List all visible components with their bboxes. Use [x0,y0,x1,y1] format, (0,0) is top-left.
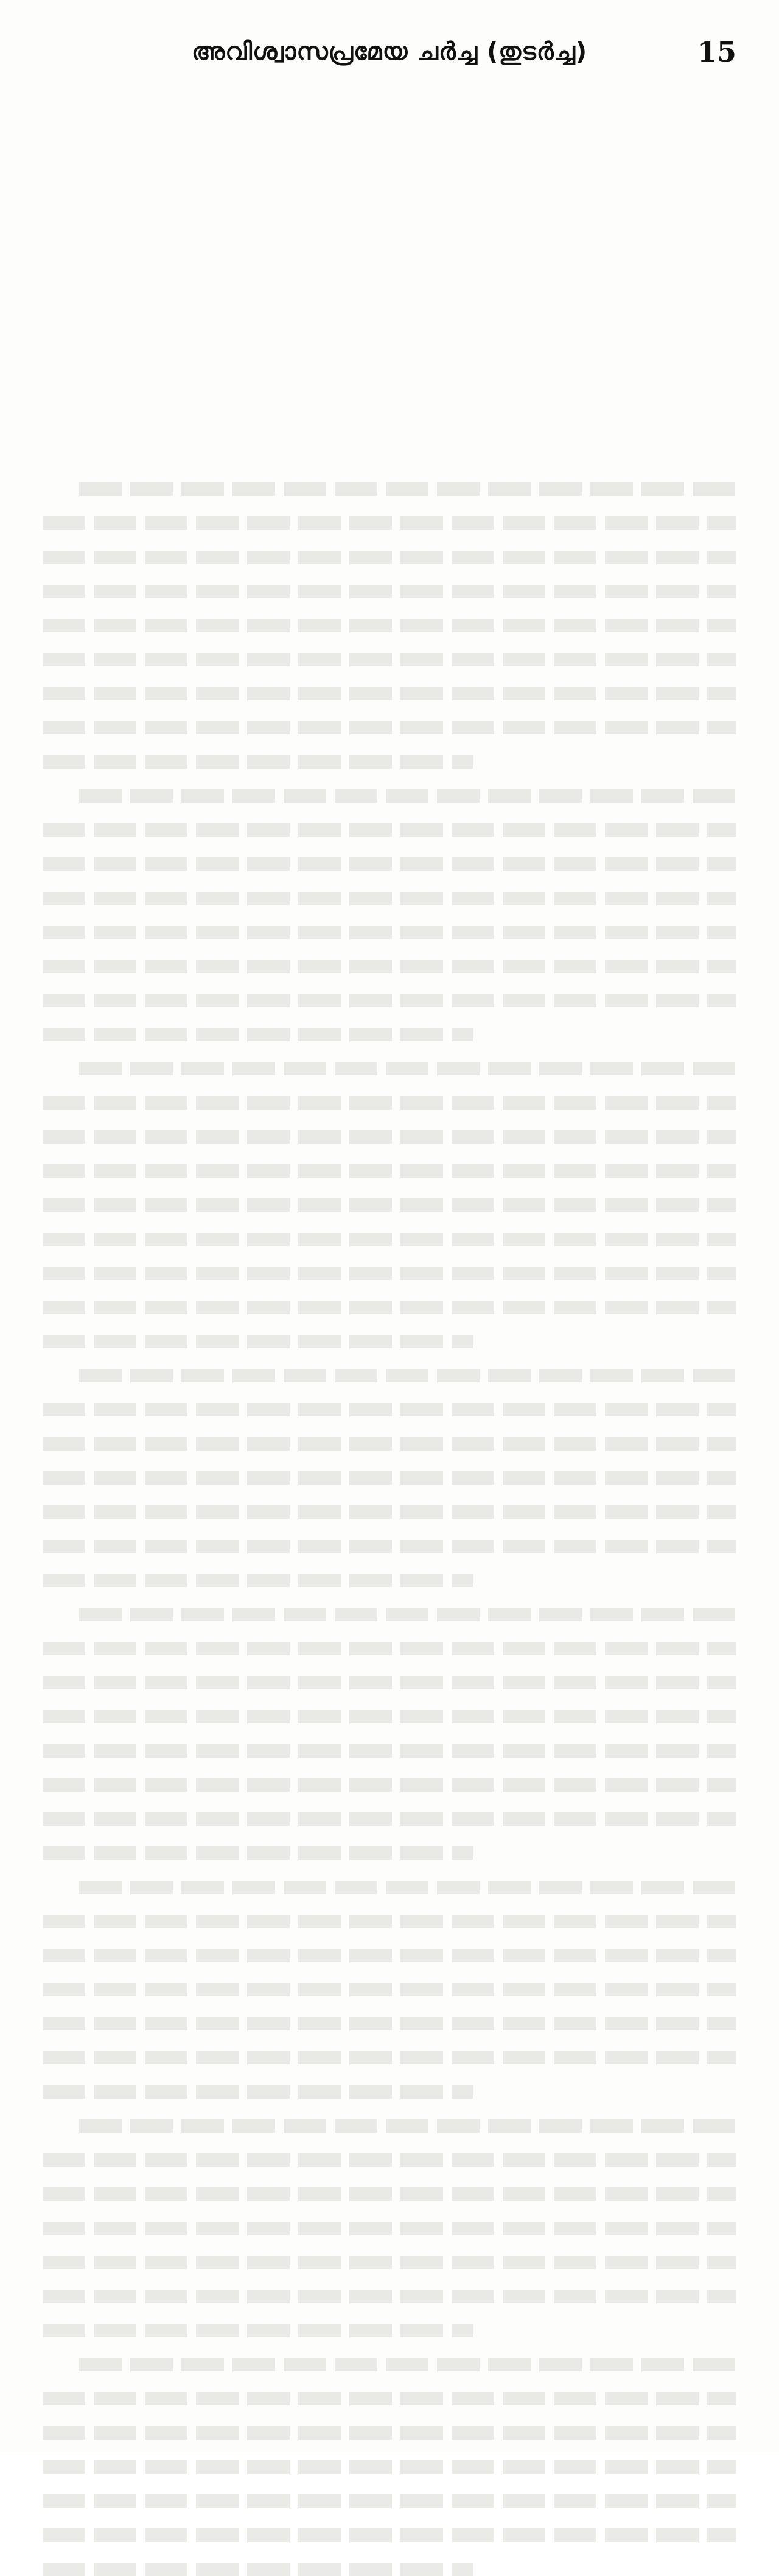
text-line-placeholder [43,1915,736,1928]
text-line-placeholder [43,1983,736,1996]
text-line-placeholder [43,2153,736,2167]
paragraph [43,208,736,242]
text-line-placeholder [43,960,736,973]
paragraph [43,325,736,359]
text-line-placeholder [43,823,736,837]
running-head: അവിശ്വാസപ്രമേയ ചർച്ച (തുടർച്ച) [191,38,588,66]
text-line-placeholder [43,2187,736,2201]
text-line-placeholder [43,721,736,734]
text-line-placeholder [43,1471,736,1485]
text-line-placeholder [43,1198,736,1212]
text-line-placeholder [43,1812,736,1826]
text-line-placeholder [43,585,736,598]
text-line-placeholder [79,1608,736,1621]
text-line-placeholder [79,789,736,803]
text-line-placeholder [43,1846,473,1860]
text-line-placeholder [43,1778,736,1792]
text-line-placeholder [43,2222,736,2235]
text-line-placeholder [43,1233,736,1246]
page-header [43,24,736,79]
text-line-placeholder [43,2426,736,2440]
text-line-placeholder [43,2085,473,2099]
text-line-placeholder [43,2460,736,2474]
text-line-placeholder [43,2494,736,2508]
text-line-placeholder [79,2358,736,2371]
text-placeholder-area [43,482,736,2576]
paragraph [43,364,736,398]
text-line-placeholder [79,2119,736,2133]
text-line-placeholder [79,1062,736,1075]
paragraph [43,130,736,164]
text-line-placeholder [43,892,736,905]
text-line-placeholder [43,1335,473,1348]
paragraph [43,91,736,125]
text-line-placeholder [79,482,736,496]
paragraph [43,403,736,437]
paragraph [43,286,736,320]
text-line-placeholder [43,1028,473,1041]
text-line-placeholder [43,1267,736,1280]
text-line-placeholder [43,551,736,564]
text-line-placeholder [79,1369,736,1382]
paragraph [43,169,736,203]
text-line-placeholder [43,1710,736,1723]
text-line-placeholder [43,2290,736,2303]
text-line-placeholder [43,1301,736,1314]
page-number: 15 [697,35,736,68]
text-line-placeholder [43,653,736,666]
text-line-placeholder [43,516,736,530]
text-line-placeholder [43,2528,736,2542]
text-line-placeholder [43,619,736,632]
paragraph [43,247,736,281]
text-line-placeholder [43,755,473,769]
text-line-placeholder [43,1403,736,1416]
text-line-placeholder [43,926,736,939]
text-line-placeholder [43,1130,736,1144]
text-line-placeholder [43,1540,736,1553]
text-line-placeholder [43,1744,736,1758]
text-line-placeholder [43,2256,736,2269]
paragraph [43,442,736,476]
text-line-placeholder [43,2563,473,2576]
text-line-placeholder [43,1437,736,1451]
text-line-placeholder [43,687,736,700]
text-line-placeholder [43,1505,736,1519]
text-line-placeholder [43,1574,473,1587]
text-line-placeholder [79,1881,736,1894]
text-line-placeholder [43,1096,736,1110]
text-line-placeholder [43,1676,736,1689]
text-line-placeholder [43,2017,736,2030]
document-body [43,91,736,476]
text-line-placeholder [43,1949,736,1962]
text-line-placeholder [43,1164,736,1178]
text-line-placeholder [43,857,736,871]
text-line-placeholder [43,2051,736,2064]
text-line-placeholder [43,2324,473,2337]
text-line-placeholder [43,994,736,1007]
text-line-placeholder [43,1642,736,1655]
text-line-placeholder [43,2392,736,2405]
